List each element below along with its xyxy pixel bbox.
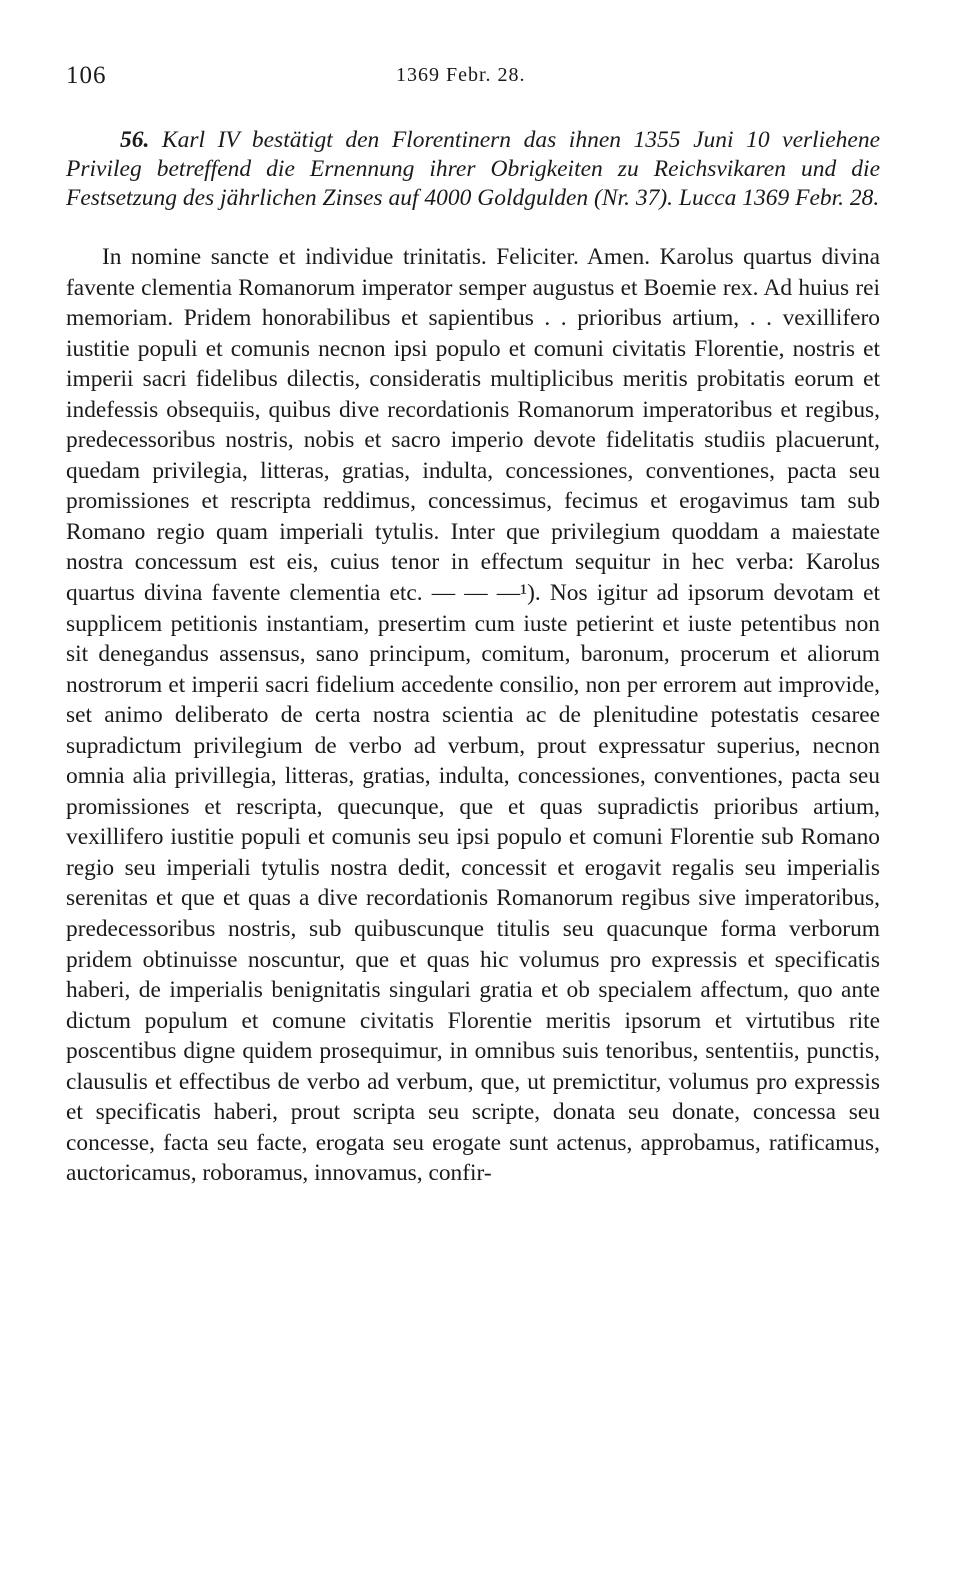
page-number: 106 — [66, 62, 107, 89]
document-body-text: In nomine sancte et individue trinitatis. Feliciter. Amen. Karolus quartus divina favente clementia Romanorum imperator semper augustus et Boemie rex. Ad huius rei memoriam. Pridem honorabilibus et sapientibus . . prioribus artium, . . vexillifero iustitie populi et comunis necnon ipsi populo et comuni civitatis Florentie, nostris et imperii sacri fidelibus dilectis, consideratis multiplicibus meritis probitatis eorum et indefessis obsequiis, quibus dive recordationis Romanorum imperatoribus et regibus, predecessoribus nostris, nobis et sacro imperio devote fidelitatis studiis placuerunt, quedam privilegia, litteras, gratias, indulta, concessiones, conventiones, pacta seu promissiones et rescripta reddimus, concessimus, fecimus et erogavimus tam sub Romano regio quam imperiali tytulis. Inter que privilegium quoddam a maiestate nostra concessum est eis, cuius tenor in effectum sequitur in hec verba: Karolus quartus divina favente clementia etc. — — —¹). Nos igitur ad ipsorum devotam et supplicem petitionis instantiam, presertim cum iuste petierint et iuste petentibus non sit denegandus assensus, sano principum, comitum, baronum, procerum et aliorum nostrorum et imperii sacri fidelium accedente consilio, non per errorem aut improvide, set animo deliberato de certa nostra scientia ac de plenitudine potestatis cesaree supradictum privilegium de verbo ad verbum, prout expressatur superius, necnon omnia alia privillegia, litteras, gratias, indulta, concessiones, conventiones, pacta seu promissiones et rescripta, quecunque, que et quas supradictis prioribus artium, vexillifero iustitie populi et comunis seu ipsi populo et comuni Florentie sub Romano regio seu imperiali tytulis nostra dedit, concessit et erogavit regalis seu imperialis serenitas et que et quas a dive recordationis Romanorum regibus sive imperatoribus, predecessoribus nostris, sub quibuscunque titulis seu quacunque forma verborum pridem obtinuisse noscuntur, que et quas hic volumus pro expressis et specificatis haberi, de imperialis benignitatis singulari gratia et ob specialem affectum, quo ante dictum populum et comune civitatis Florentie meritis ipsorum et virtutibus rite poscentibus digne quidem prosequimur, in omnibus suis tenoribus, sententiis, punctis, clausulis et effectibus de verbo ad verbum, que, ut premictitur, volumus pro expressis et specificatis haberi, prout scripta seu scripte, donata seu donate, concessa seu concesse, facta seu facte, erogata seu erogate sunt actenus, approbamus, ratificamus, auctoricamus, roboramus, innovamus, confir- — [66, 244, 880, 1187]
running-date: 1369 Febr. 28. — [396, 64, 526, 86]
document-number: 56. — [120, 127, 150, 153]
summary-text: Karl IV bestätigt den Florentinern das ihnen 1355 Juni 10 verliehene Privileg betreffend die Ernennung ihrer Obrigkeiten zu Reichsvikaren und die Festsetzung des jährlichen Zinses auf 4000 Goldgulden (Nr. 37). Lucca 1369 Febr. 28. — [66, 127, 880, 211]
document-summary — [66, 126, 880, 213]
running-head — [66, 62, 886, 92]
